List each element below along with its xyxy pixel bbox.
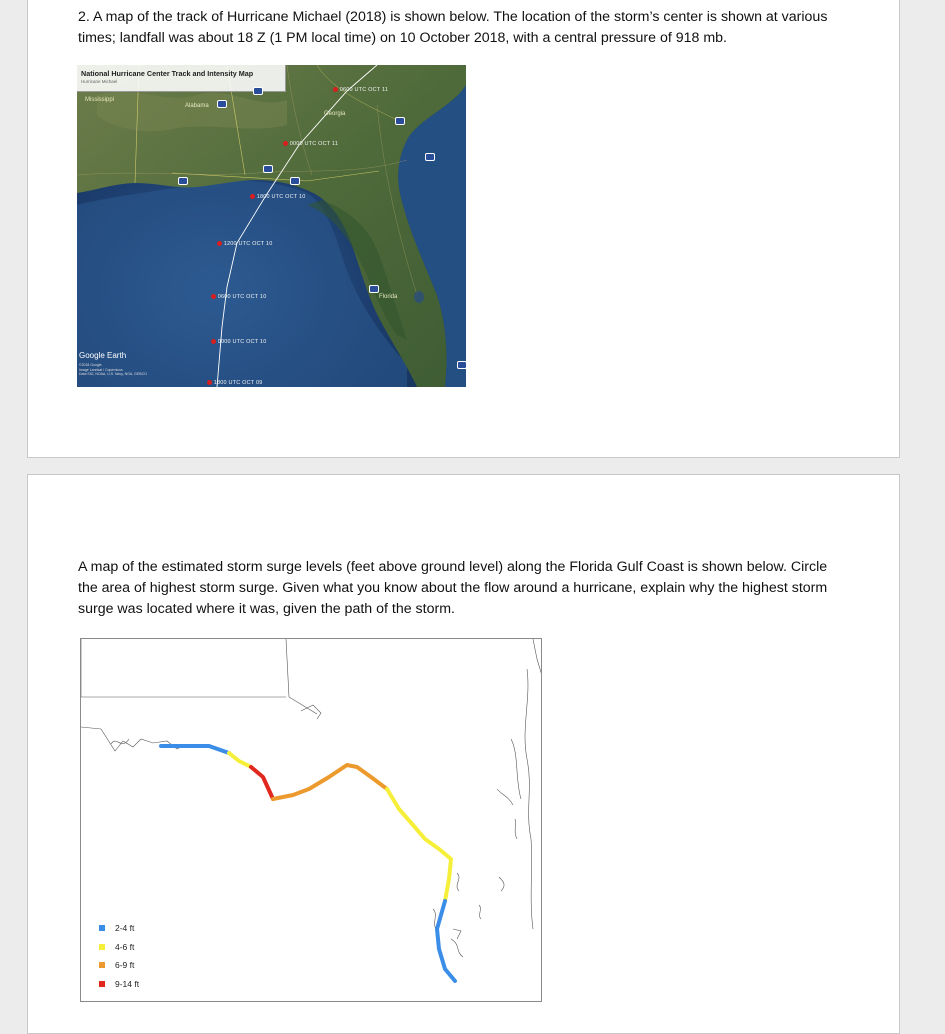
document-page-2 [27, 474, 900, 1034]
highway-shield-icon [263, 165, 273, 173]
surge-segment-9-14ft [251, 767, 273, 799]
highway-shield-icon [217, 100, 227, 108]
legend-label: 9-14 ft [115, 978, 140, 989]
legend-swatch-icon [99, 962, 105, 968]
highway-shield-icon [369, 285, 379, 293]
document-page-1 [27, 0, 900, 458]
storm-surge-map [80, 638, 542, 1002]
legend-label: 4-6 ft [115, 941, 135, 952]
hurricane-marker-icon [211, 294, 216, 299]
map-subtitle: Hurricane Michael [81, 79, 118, 84]
legend-item [99, 975, 139, 994]
highway-shield-icon [178, 177, 188, 185]
question-3-text: A map of the estimated storm surge levels (feet above ground level) along the Florida Gulf Coast is shown below. Circle the area of highest storm surge. Given what you know about the flow around a hurricane, explain why the highest storm surge was located where it was, given the path of the storm. [78, 559, 828, 617]
surge-segment-2-4ft [437, 901, 455, 981]
highway-shield-icon [253, 87, 263, 95]
hurricane-marker-icon [207, 380, 212, 385]
hurricane-marker-icon [211, 339, 216, 344]
hurricane-marker-icon [283, 141, 288, 146]
track-point-label-6: 0000 UTC OCT 10 [211, 339, 267, 345]
legend-swatch-icon [99, 981, 105, 987]
imagery-attribution: ©2018 Google Image Landsat / Copernicus Data SIO, NOAA, U.S. Navy, NGA, GEBCO [79, 363, 147, 376]
legend-item [99, 919, 139, 938]
track-point-label-4: 1200 UTC OCT 10 [217, 241, 273, 247]
track-point-label-1: 0600 UTC OCT 11 [333, 87, 388, 93]
hurricane-track-map [77, 65, 466, 387]
legend-label: 6-9 ft [115, 960, 135, 971]
highway-shield-icon [425, 153, 435, 161]
surge-segment-4-6ft [387, 789, 451, 901]
state-label-florida: Florida [379, 294, 398, 300]
hurricane-marker-icon [217, 241, 222, 246]
legend-item [99, 956, 139, 975]
highway-shield-icon [395, 117, 405, 125]
state-label-alabama: Alabama [185, 103, 209, 109]
surge-legend [99, 919, 139, 993]
google-earth-logo: Google Earth [79, 351, 127, 360]
surge-segments [161, 746, 455, 981]
highway-shield-icon [457, 361, 466, 369]
hurricane-marker-icon [333, 87, 338, 92]
surge-segment-6-9ft [273, 765, 387, 799]
surge-segment-2-4ft [161, 746, 229, 753]
track-point-label-3: 1800 UTC OCT 10 [250, 194, 306, 200]
legend-swatch-icon [99, 944, 105, 950]
hurricane-marker-icon [250, 194, 255, 199]
track-point-label-7: 1800 UTC OCT 09 [207, 380, 263, 386]
question-2-text: 2. A map of the track of Hurricane Michael (2018) is shown below. The location of the storm’s center is shown at various times; landfall was about 18 Z (1 PM local time) on 10 October 2018, with a central pressure of 918 mb. [78, 9, 828, 46]
surge-map-graphic [81, 639, 542, 1002]
surge-segment-4-6ft [229, 753, 251, 767]
track-point-label-2: 0000 UTC OCT 11 [283, 141, 338, 147]
legend-swatch-icon [99, 925, 105, 931]
coastline-outlines [81, 639, 542, 957]
legend-item [99, 938, 139, 957]
track-point-label-5: 0600 UTC OCT 10 [211, 294, 267, 300]
track-map-graphic [77, 65, 466, 387]
legend-label: 2-4 ft [115, 923, 135, 934]
state-label-georgia: Georgia [324, 111, 346, 117]
map-title: National Hurricane Center Track and Intensity Map [81, 69, 254, 78]
state-label-mississippi: Mississippi [85, 97, 115, 103]
highway-shield-icon [290, 177, 300, 185]
